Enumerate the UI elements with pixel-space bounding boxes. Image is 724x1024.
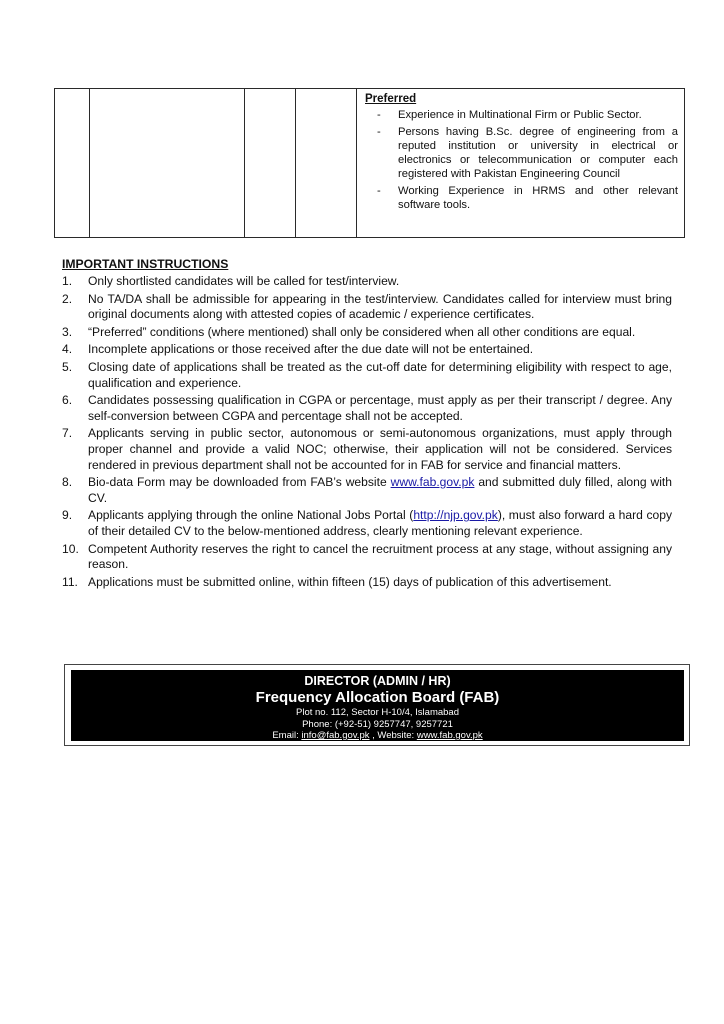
dash-bullet-icon: -	[377, 109, 381, 121]
instruction-item: 11. Applications must be submitted online, within fifteen (15) days of publication of this advertisement.	[62, 574, 612, 589]
contact-email-website: Email: info@fab.gov.pk , Website: www.fab.gov.pk	[272, 730, 483, 741]
instruction-item: 2. No TA/DA shall be admissible for appearing in the test/interview. Candidates called for interview must bring original documents along with attested copies of academic / experience certificates.	[62, 291, 672, 322]
contact-organization: Frequency Allocation Board (FAB)	[255, 689, 500, 706]
dash-bullet-icon: -	[377, 185, 381, 197]
preferred-list	[365, 108, 678, 212]
important-instructions	[62, 257, 672, 592]
instruction-item: 10. Competent Authority reserves the right to cancel the recruitment process at any stage, without assigning any reason.	[62, 541, 672, 572]
contact-phone: Phone: (+92-51) 9257747, 9257721	[302, 718, 453, 730]
instructions-list	[62, 274, 672, 590]
instruction-item: 4. Incomplete applications or those received after the due date will not be entertained.	[62, 342, 534, 357]
table-cell-qualification	[357, 89, 684, 237]
instruction-item: 3. “Preferred” conditions (where mentioned) shall only be considered when all other conditions are equal.	[62, 324, 636, 339]
list-item: - Working Experience in HRMS and other relevant software tools.	[377, 185, 678, 211]
instructions-heading: IMPORTANT INSTRUCTIONS	[62, 257, 229, 271]
list-item: - Experience in Multinational Firm or Public Sector.	[377, 109, 642, 121]
dash-bullet-icon: -	[377, 126, 381, 138]
table-cell-serial	[55, 89, 90, 237]
instruction-item: 8. Bio-data Form may be downloaded from FAB’s website www.fab.gov.pk and submitted duly filled, along with CV.	[62, 475, 672, 505]
preferred-heading: Preferred	[365, 93, 417, 105]
list-item: - Persons having B.Sc. degree of engineering from a reputed institution or university in electrical or electronics or telecommunication or computer each registered with Pakistan Engineering Council	[377, 126, 678, 180]
instruction-item: 7. Applicants serving in public sector, autonomous or semi-autonomous organizations, must apply through proper channel and provide a valid NOC; otherwise, their application will not be considered. Services rendered in previous department shall not be accounted for in FAB for service and financial matters.	[62, 426, 672, 472]
requirements-table	[54, 88, 685, 238]
njp-portal-link[interactable]: http://njp.gov.pk	[413, 508, 498, 523]
table-cell-seats	[296, 89, 357, 237]
contact-box-inner	[71, 670, 684, 741]
fab-website-link[interactable]: www.fab.gov.pk	[390, 475, 475, 490]
table-cell-position	[90, 89, 245, 237]
contact-title: DIRECTOR (ADMIN / HR)	[304, 674, 451, 688]
instruction-item: 9. Applicants applying through the online National Jobs Portal (http://njp.gov.pk), must also forward a hard copy of their detailed CV to the below-mentioned address, clearly mentioning relevant experience.	[62, 508, 673, 538]
instruction-item: 1. Only shortlisted candidates will be called for test/interview.	[62, 274, 400, 288]
table-cell-bps	[245, 89, 296, 237]
website-link[interactable]: www.fab.gov.pk	[416, 730, 483, 741]
contact-address: Plot no. 112, Sector H-10/4, Islamabad	[296, 707, 459, 718]
instruction-item: 6. Candidates possessing qualification in CGPA or percentage, must apply as per their transcript / degree. Any self-conversion between CGPA and percentage shall not be accepted.	[62, 393, 672, 423]
email-link[interactable]: info@fab.gov.pk	[301, 730, 370, 741]
contact-box	[64, 664, 690, 746]
instruction-item: 5. Closing date of applications shall be treated as the cut-off date for determining eligibility with respect to age, qualification and experience.	[62, 359, 672, 390]
